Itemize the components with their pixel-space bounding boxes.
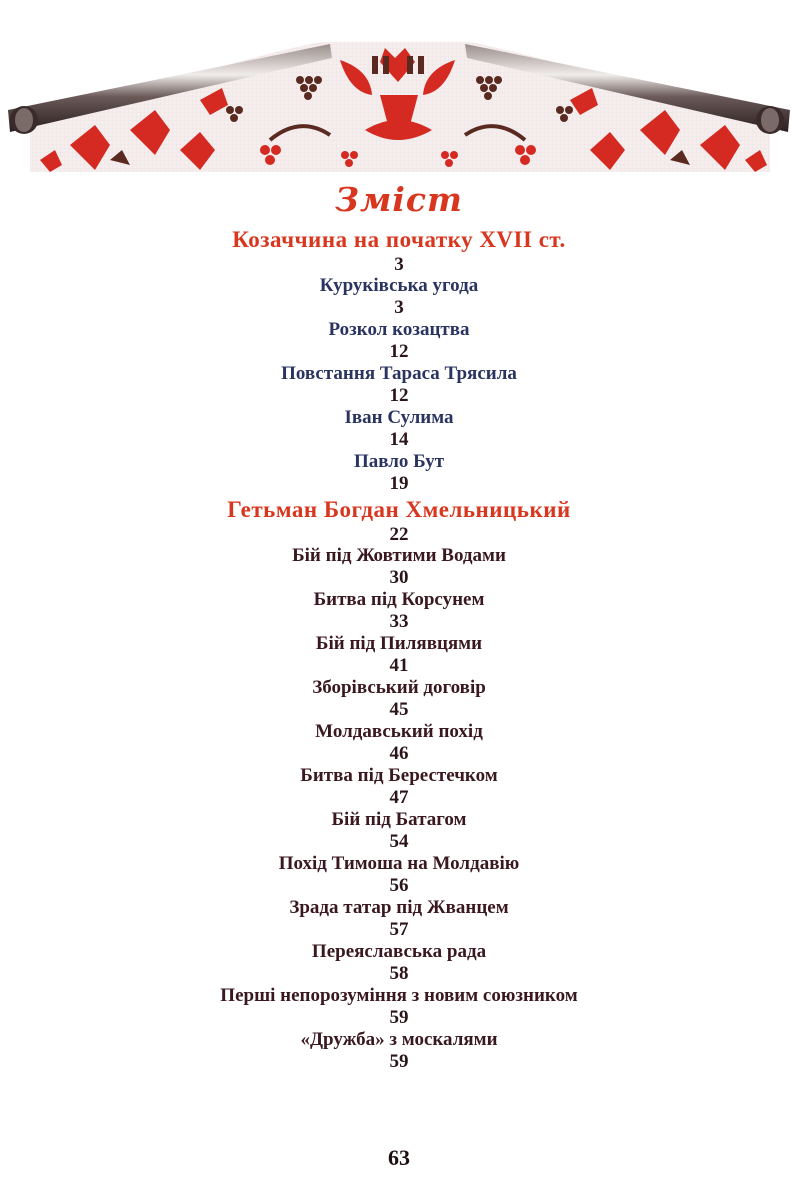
toc-section-title: Козаччина на початку XVII ст.	[232, 227, 566, 252]
toc-page-number: 30	[389, 567, 409, 588]
toc-entry[interactable]	[0, 809, 798, 853]
toc-entry[interactable]	[0, 407, 798, 451]
toc-section[interactable]	[0, 225, 798, 275]
toc-page-number: 19	[389, 473, 409, 494]
toc-entry[interactable]	[0, 545, 798, 589]
toc-entry-title: Розкол козацтва	[328, 319, 470, 340]
toc-entry-title: Битва під Корсунем	[313, 589, 485, 610]
toc-section[interactable]	[0, 495, 798, 545]
toc-entry-title: Бій під Жовтими Водами	[292, 545, 506, 566]
page-title: Зміст	[335, 180, 463, 219]
toc-page-number: 3	[394, 254, 404, 275]
page-number: 63	[388, 1145, 410, 1170]
toc-entry[interactable]	[0, 1029, 798, 1073]
toc-entry-title: Павло Бут	[353, 451, 445, 472]
toc-section-title: Гетьман Богдан Хмельницький	[227, 497, 571, 522]
toc-entry-title: Зборівський договір	[312, 677, 486, 698]
toc-entry[interactable]	[0, 985, 798, 1029]
toc-page-number: 41	[389, 655, 409, 676]
toc-entry[interactable]	[0, 721, 798, 765]
toc-page-number: 54	[389, 831, 409, 852]
toc-page-number: 22	[389, 524, 409, 545]
toc-entry-title: Бій під Батагом	[331, 809, 467, 830]
toc-page-number: 12	[389, 385, 409, 406]
toc-entry-title: Перші непорозуміння з новим союзником	[220, 985, 578, 1006]
toc-entry[interactable]	[0, 363, 798, 407]
toc-entry-title: Бій під Пилявцями	[315, 633, 483, 654]
toc-entry[interactable]	[0, 941, 798, 985]
toc-entry-title: Куруківська угода	[319, 275, 479, 296]
toc-entry[interactable]	[0, 897, 798, 941]
toc-entry[interactable]	[0, 853, 798, 897]
toc-entry[interactable]	[0, 589, 798, 633]
toc-entry[interactable]	[0, 677, 798, 721]
toc-page-number: 14	[389, 429, 409, 450]
toc-entry-title: Зрада татар під Жванцем	[289, 897, 509, 918]
toc-entry-title: «Дружба» з москалями	[300, 1029, 498, 1050]
toc-page-number: 47	[389, 787, 409, 808]
toc-entry-title: Переяславська рада	[311, 941, 487, 962]
toc-page-number: 59	[389, 1007, 409, 1028]
toc-page-number: 33	[389, 611, 409, 632]
toc-entry[interactable]	[0, 319, 798, 363]
toc-entry-title: Молдавський похід	[315, 721, 483, 742]
toc-page-number: 56	[389, 875, 409, 896]
toc-page-number: 58	[389, 963, 409, 984]
toc-entry[interactable]	[0, 633, 798, 677]
toc-entry-title: Битва під Берестечком	[300, 765, 498, 786]
table-of-contents	[0, 225, 798, 1073]
toc-page-number: 57	[389, 919, 409, 940]
toc-entry[interactable]	[0, 451, 798, 495]
toc-page-number: 12	[389, 341, 409, 362]
toc-entry[interactable]	[0, 275, 798, 319]
embroidered-towel-banner	[0, 0, 798, 180]
toc-entry[interactable]	[0, 765, 798, 809]
toc-entry-title: Повстання Тараса Трясила	[281, 363, 517, 384]
toc-entry-title: Похід Тимоша на Молдавію	[278, 853, 520, 874]
toc-entry-title: Іван Сулима	[344, 407, 454, 428]
toc-page-number: 46	[389, 743, 409, 764]
toc-page-number: 3	[394, 297, 404, 318]
toc-page-number: 45	[389, 699, 409, 720]
toc-page-number: 59	[389, 1051, 409, 1072]
